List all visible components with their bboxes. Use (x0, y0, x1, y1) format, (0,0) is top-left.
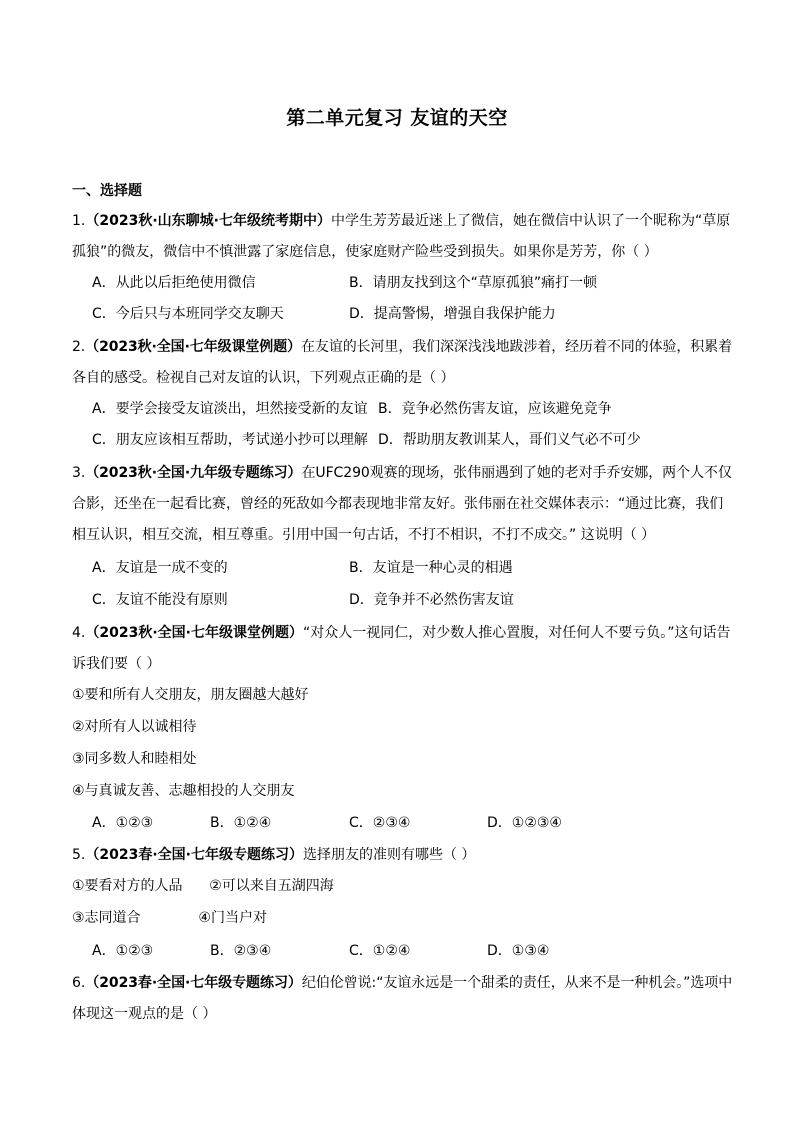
question-text: 在UFC290观赛的现场，张伟丽遇到了她的老对手乔安娜，两个人不仅 (301, 465, 732, 481)
q4-option-a: A．①②③ (92, 815, 154, 831)
q1-option-d: D．提高警惕，增强自我保护能力 (349, 306, 556, 322)
question-6-line-2: 体现这一观点的是（ ） (72, 1006, 217, 1022)
question-2-line-2: 各自的感受。检视自己对友谊的认识，下列观点正确的是（ ） (72, 370, 455, 386)
q1-option-b: B．请朋友找到这个“草原孤狼”痛打一顿 (349, 275, 598, 291)
question-number: 2. (72, 339, 86, 355)
question-4-line-2: 诉我们要（ ） (72, 656, 161, 672)
q2-option-b: B．竞争必然伤害友谊，应该避免竞争 (378, 401, 612, 417)
question-text: 在友谊的长河里，我们深深浅浅地跋涉着，经历着不同的体验，积累着 (301, 339, 732, 355)
question-1-line-1 (72, 210, 732, 230)
question-source: （2023春·全国·七年级专题练习） (85, 975, 302, 991)
q5-statements-1-2: ①要看对方的人品 ②可以来自五湖四海 (72, 878, 334, 894)
question-source: （2023秋·全国·七年级课堂例题） (85, 339, 302, 355)
q4-option-d: D．①②③④ (487, 815, 562, 831)
question-3-line-3: 相互认识，相互交流，相互尊重。引用中国一句古话，不打不相识，不打不成交。” 这说明（ ） (72, 527, 656, 543)
q4-statement-2: ②对所有人以诚相待 (72, 719, 197, 735)
q5-option-c: C．①②④ (349, 943, 411, 959)
q5-option-d: D．①③④ (487, 943, 550, 959)
q5-option-a: A．①②③ (92, 943, 154, 959)
page-title: 第二单元复习 友谊的天空 (286, 107, 508, 129)
question-3-line-2: 合影，还坐在一起看比赛，曾经的死敌如今都表现地非常友好。张伟丽在社交媒体表示：“通过比赛，我们 (72, 496, 724, 512)
section-heading: 一、选择题 (72, 183, 142, 199)
question-2-line-1 (72, 336, 732, 356)
question-number: 3. (72, 465, 86, 481)
question-number: 5. (72, 847, 86, 863)
question-text: “对众人一视同仁，对少数人推心置腹，对任何人不要亏负。”这句话告 (302, 625, 731, 641)
q5-statements-3-4: ③志同道合 ④门当户对 (72, 910, 267, 926)
question-number: 6. (72, 975, 86, 991)
q2-option-c: C．朋友应该相互帮助，考试递小抄可以理解 (92, 432, 368, 448)
question-1-line-2: 孤狼”的微友，微信中不慎泄露了家庭信息，使家庭财产险些受到损失。如果你是芳芳，你（ ） (72, 244, 658, 260)
question-text: 纪伯伦曾说:“友谊永远是一个甜柔的责任，从来不是一种机会。”选项中 (301, 975, 733, 991)
question-5-line-1 (72, 844, 732, 864)
question-number: 1. (72, 213, 86, 229)
question-source: （2023春·全国·七年级专题练习） (85, 847, 303, 863)
question-4-line-1 (72, 622, 732, 642)
q4-option-c: C．②③④ (349, 815, 411, 831)
question-text: 选择朋友的准则有哪些（ ） (302, 847, 476, 863)
q3-option-b: B．友谊是一种心灵的相遇 (349, 560, 513, 576)
q2-option-d: D．帮助朋友教训某人，哥们义气必不可少 (378, 432, 641, 448)
question-source: （2023秋·山东聊城·七年级统考期中） (85, 213, 331, 229)
q2-option-a: A．要学会接受友谊淡出，坦然接受新的友谊 (92, 401, 368, 417)
q4-option-b: B．①②④ (210, 815, 272, 831)
question-text: 中学生芳芳最近迷上了微信，她在微信中认识了一个昵称为“草原 (330, 213, 731, 229)
q1-option-c: C．今后只与本班同学交友聊天 (92, 306, 284, 322)
question-source: （2023秋·全国·九年级专题练习） (85, 465, 302, 481)
question-source: （2023秋·全国·七年级课堂例题） (85, 625, 303, 641)
q4-statement-3: ③同多数人和睦相处 (72, 751, 197, 767)
question-3-line-1 (72, 462, 732, 482)
q1-option-a: A．从此以后拒绝使用微信 (92, 275, 256, 291)
question-6-line-1 (72, 972, 732, 992)
q3-option-d: D．竞争并不必然伤害友谊 (349, 592, 514, 608)
q5-option-b: B．②③④ (210, 943, 272, 959)
q3-option-c: C．友谊不能没有原则 (92, 592, 228, 608)
q4-statement-1: ①要和所有人交朋友，朋友圈越大越好 (72, 687, 309, 703)
q3-option-a: A．友谊是一成不变的 (92, 560, 228, 576)
question-number: 4. (72, 625, 86, 641)
q4-statement-4: ④与真诚友善、志趣相投的人交朋友 (72, 783, 295, 799)
